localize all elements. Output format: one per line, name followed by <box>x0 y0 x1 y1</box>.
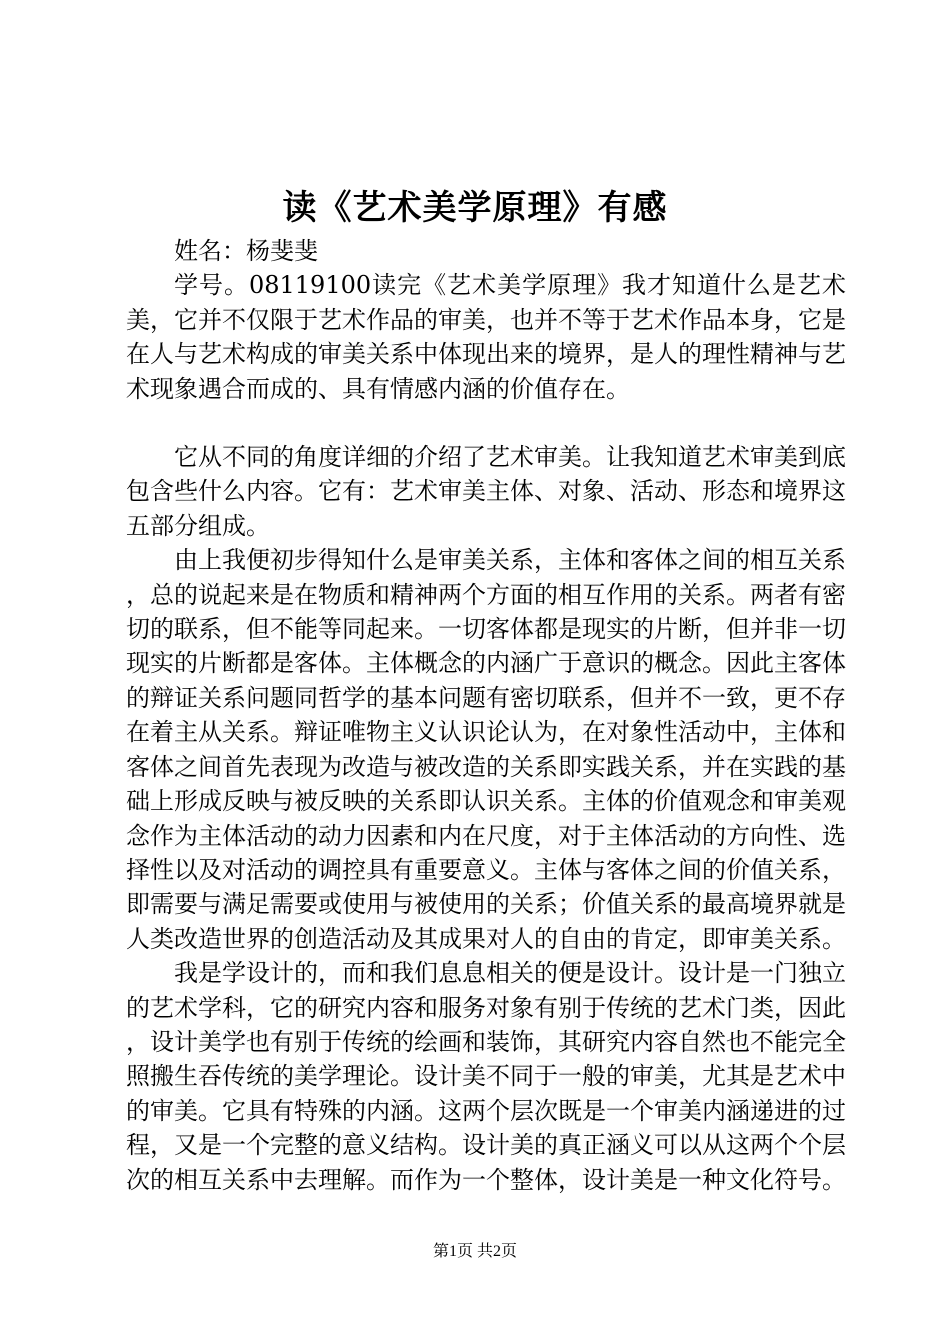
page-number-footer: 第1页 共2页 <box>432 1243 517 1260</box>
author-name-line: 姓名：杨斐斐 <box>174 237 318 265</box>
document-title: 读《艺术美学原理》有感 <box>282 188 668 228</box>
document-body <box>126 234 846 1197</box>
body-paragraph: 我是学设计的，而和我们息息相关的便是设计。设计是一门独立的艺术学科，它的研究内容和服务对象有别于传统的艺术门类，因此，设计美学也有别于传统的绘画和装饰，其研究内容自然也不能完全照搬生吞传统的美学理论。设计美不同于一般的审美，尤其是艺术中的审美。它具有特殊的内涵。这两个层次既是一个审美内涵递进的过程，又是一个完整的意义结构。设计美的真正涵义可以从这两个个层次的相互关系中去理解。而作为一个整体，设计美是一种文化符号。 <box>126 959 846 1194</box>
body-paragraph: 它从不同的角度详细的介绍了艺术审美。让我知道艺术审美到底包含些什么内容。它有：艺术审美主体、对象、活动、形态和境界这五部分组成。 <box>126 443 846 540</box>
body-paragraph: 由上我便初步得知什么是审美关系，主体和客体之间的相互关系，总的说起来是在物质和精神两个方面的相互作用的关系。两者有密切的联系，但不能等同起来。一切客体都是现实的片断，但并非一切现实的片断都是客体。主体概念的内涵广于意识的概念。因此主客体的辩证关系问题同哲学的基本问题有密切联系，但并不一致，更不存在着主从关系。辩证唯物主义认识论认为，在对象性活动中，主体和客体之间首先表现为改造与被改造的关系即实践关系，并在实践的基础上形成反映与被反映的关系即认识关系。主体的价值观念和审美观念作为主体活动的动力因素和内在尺度，对于主体活动的方向性、选择性以及对活动的调控具有重要意义。主体与客体之间的价值关系，即需要与满足需要或使用与被使用的关系；价值关系的最高境界就是人类改造世界的创造活动及其成果对人的自由的肯定，即审美关系。 <box>126 546 846 953</box>
body-paragraph: 学号。08119100读完《艺术美学原理》我才知道什么是艺术美，它并不仅限于艺术作品的审美，也并不等于艺术作品本身，它是在人与艺术构成的审美关系中体现出来的境界，是人的理性精神与艺术现象遇合而成的、具有情感内涵的价值存在。 <box>126 271 846 403</box>
